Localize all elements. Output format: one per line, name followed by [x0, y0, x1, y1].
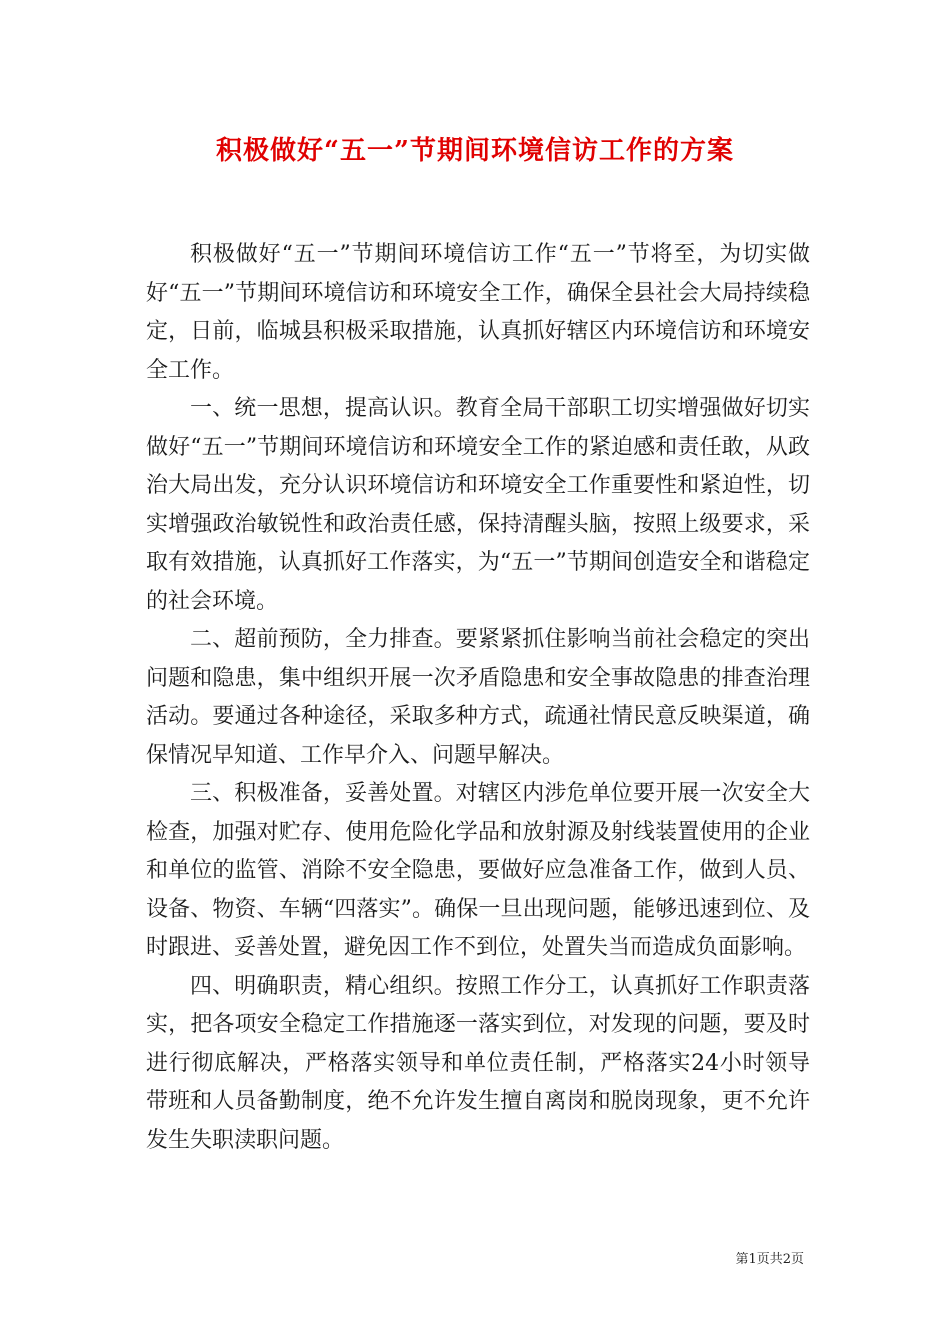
document-title: 积极做好“五一”节期间环境信访工作的方案 — [216, 136, 734, 166]
paragraph-section-3: 三、积极准备，妥善处置。对辖区内涉危单位要开展一次安全大检查，加强对贮存、使用危险化学品和放射源及射线装置使用的企业和单位的监管、消除不安全隐患，要做好应急准备工作，做到人员、设备、物资、车辆“四落实”。确保一旦出现问题，能够迅速到位、及时跟进、妥善处置，避免因工作不到位，处置失当而造成负面影响。 — [146, 781, 810, 960]
document-body — [146, 236, 810, 1160]
paragraph-section-4: 四、明确职责，精心组织。按照工作分工，认真抓好工作职责落实，把各项安全稳定工作措施逐一落实到位，对发现的问题，要及时进行彻底解决，严格落实领导和单位责任制，严格落实24小时领导带班和人员备勤制度，绝不允许发生擅自离岗和脱岗现象，更不允许发生失职渎职问题。 — [146, 973, 810, 1153]
paragraph-section-1: 一、统一思想，提高认识。教育全局干部职工切实增强做好切实做好“五一”节期间环境信访和环境安全工作的紧迫感和责任敢，从政治大局出发，充分认识环境信访和环境安全工作重要性和紧迫性，切实增强政治敏锐性和政治责任感，保持清醒头脑，按照上级要求，采取有效措施，认真抓好工作落实，为“五一”节期间创造安全和谐稳定的社会环境。 — [146, 396, 810, 614]
paragraph-intro: 积极做好“五一”节期间环境信访工作“五一”节将至，为切实做好“五一”节期间环境信访和环境安全工作，确保全县社会大局持续稳定，日前，临城县积极采取措施，认真抓好辖区内环境信访和环境安全工作。 — [146, 242, 810, 383]
paragraph-section-2: 二、超前预防，全力排查。要紧紧抓住影响当前社会稳定的突出问题和隐患，集中组织开展一次矛盾隐患和安全事故隐患的排查治理活动。要通过各种途径，采取多种方式，疏通社情民意反映渠道，确保情况早知道、工作早介入、问题早解决。 — [146, 627, 810, 768]
page-number: 第1页共2页 — [735, 1252, 804, 1267]
